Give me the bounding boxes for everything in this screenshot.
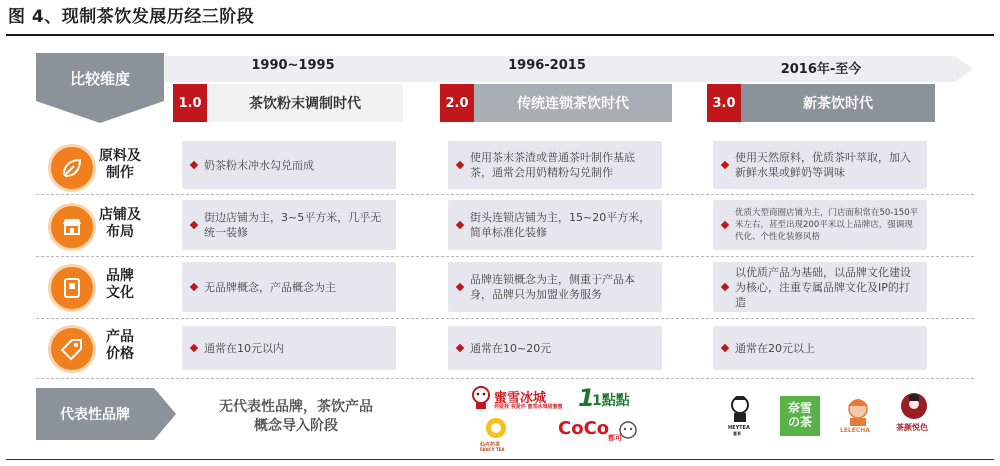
row-label-price: 产品 价格 (106, 329, 134, 362)
row-label-ingredients: 原料及 制作 (99, 148, 141, 181)
row-label-store: 店铺及 布局 (99, 207, 141, 240)
stage1-header (173, 84, 403, 122)
cell-store-stage3: 优质大型商圈店铺为主，门店面积常在50-150平米左右，甚至出现200平米以上品牌店，强调现代化、个性化装修风格 (713, 200, 927, 250)
stage3-name: 新茶饮时代 (741, 84, 935, 122)
cell-price-stage2: 通常在10~20元 (448, 326, 662, 370)
dimension-header-label: 比较维度 (69, 70, 130, 88)
stage2-years: 1996-2015 (508, 58, 586, 73)
stage2-name: 传统连锁茶饮时代 (474, 84, 672, 122)
cell-price-stage3: 通常在20元以上 (713, 326, 927, 370)
stage3-number: 3.0 (707, 84, 741, 122)
chayanyuese-logo: 茶颜悦色 (894, 392, 934, 436)
stage2-header (440, 84, 672, 122)
title-rule (6, 34, 994, 36)
cell-ingredients-stage1: 奶茶粉末冲水勾兑而成 (182, 141, 396, 189)
price-tag-icon (48, 325, 96, 373)
stage1-name: 茶饮粉末调制时代 (207, 84, 403, 122)
stage3-header (707, 84, 935, 122)
row-separator (36, 194, 974, 195)
stage3-years: 2016年-至今 (780, 62, 862, 77)
yidiandian-logo: 1 1點點 (578, 384, 630, 412)
cell-store-stage2: 街头连锁店铺为主，15~20平方米，简单标准化装修 (448, 200, 662, 250)
cell-brand-stage3: 以优质产品为基础，以品牌文化建设为核心，注重专属品牌文化及IP的打造 (713, 262, 927, 312)
coco-logo: CoCo 都可 (558, 418, 638, 444)
mixue-logo: 蜜雪冰城 你爱我 我爱你 蜜雪冰城甜蜜蜜 (470, 386, 550, 412)
cell-brand-stage2: 品牌连锁概念为主，侧重于产品本身，品牌只为加盟业务服务 (448, 262, 662, 312)
stage1-number: 1.0 (173, 84, 207, 122)
brand-tag-icon (48, 264, 96, 312)
tea-leaf-icon (48, 144, 96, 192)
stage2-number: 2.0 (440, 84, 474, 122)
naixue-logo: 奈雪の茶 (780, 396, 820, 436)
figure-title: 图 4、现制茶饮发展历经三阶段 (8, 7, 255, 27)
cell-store-stage1: 街边店铺为主，3~5平方米，几乎无统一装修 (182, 200, 396, 250)
bottom-rule (6, 459, 994, 460)
row-label-brand: 品牌 文化 (106, 268, 134, 301)
cell-price-stage1: 通常在10元以内 (182, 326, 396, 370)
representative-header-label: 代表性品牌 (60, 407, 130, 423)
store-icon (48, 203, 96, 251)
stage1-years: 1990~1995 (251, 58, 335, 73)
row-separator (36, 378, 974, 379)
cell-ingredients-stage3: 使用天然原料，优质茶叶萃取，加入新鲜水果或鲜奶等调味 (713, 141, 927, 189)
row-separator (36, 256, 974, 257)
cell-brand-stage1: 无品牌概念，产品概念为主 (182, 262, 396, 312)
cell-ingredients-stage2: 使用茶末茶渣或普通茶叶制作基底茶，通常会用奶精粉勾兑制作 (448, 141, 662, 189)
xianhui-logo: 仙卉奶茶 FANCY TEA (476, 416, 516, 452)
row-separator (36, 318, 974, 319)
lelecha-logo: LELECHA (836, 394, 880, 438)
stage1-representative-text: 无代表性品牌，茶饮产品概念导入阶段 (219, 399, 373, 434)
heytea-logo: HEYTEA 喜茶 (722, 394, 758, 436)
